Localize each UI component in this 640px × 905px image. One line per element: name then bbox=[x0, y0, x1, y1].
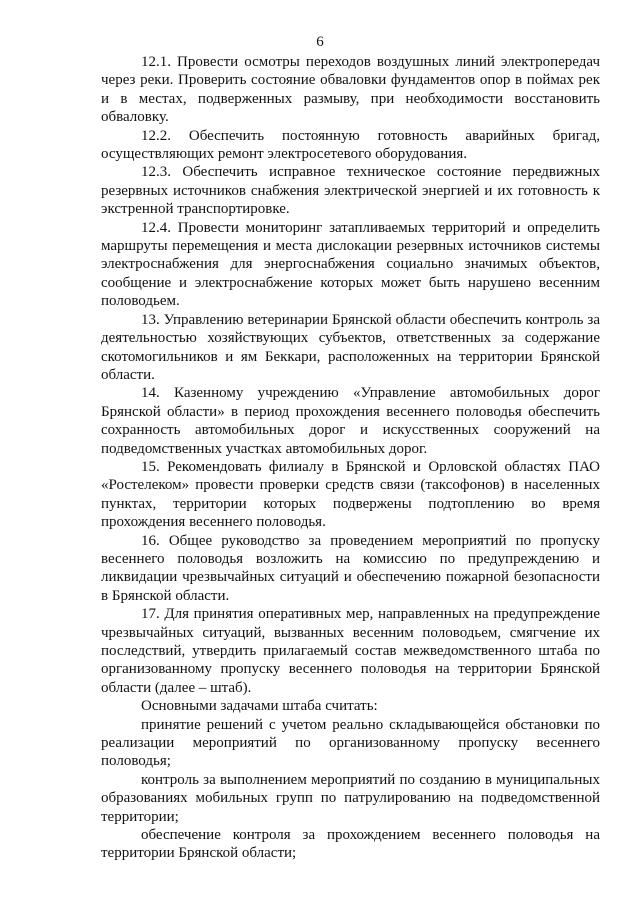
document-body bbox=[101, 53, 600, 863]
paragraph-12-2: 12.2. Обеспечить постоянную готовность аварийных бригад, осуществляющих ремонт электросетевого оборудования. bbox=[101, 127, 600, 163]
paragraph-15: 15. Рекомендовать филиалу в Брянской и Орловской областях ПАО «Ростелеком» провести проверки средств связи (таксофонов) в населенных пунктах, территории которых подвержены подтоплению во время прохождения весеннего половодья. bbox=[101, 458, 600, 531]
task-item-monitoring: обеспечение контроля за прохождением весеннего половодья на территории Брянской области; bbox=[101, 827, 600, 862]
task-item-mobile-groups: контроль за выполнением мероприятий по созданию в муниципальных образованиях мобильных групп по патрулированию на подведомственной территории; bbox=[101, 771, 600, 825]
paragraph-12-4: 12.4. Провести мониторинг затапливаемых территорий и определить маршруты перемещения и места дислокации резервных источников системы электроснабжения для энергоснабжения социально значимых объектов, сообщение и электроснабжение которых может быть нарушено весенним половодьем. bbox=[101, 219, 600, 310]
paragraph-12-3: 12.3. Обеспечить исправное техническое состояние передвижных резервных источников снабжения электрической энергией и их готовность к экстренной транспортировке. bbox=[101, 164, 600, 218]
paragraph-12-1: 12.1. Провести осмотры переходов воздушных линий электропередач через реки. Проверить состояние обваловки фундаментов опор в поймах рек и в местах, подверженных размыву, при необходимости восстановить обваловку. bbox=[101, 54, 600, 126]
paragraph-13: 13. Управлению ветеринарии Брянской области обеспечить контроль за деятельностью хозяйствующих субъектов, ответственных за содержание скотомогильников и ям Беккари, расположенных на территории Брянской области. bbox=[101, 311, 600, 383]
tasks-intro: Основными задачами штаба считать: bbox=[141, 698, 378, 715]
paragraph-17: 17. Для принятия оперативных мер, направленных на предупреждение чрезвычайных ситуаций, вызванных весенним половодьем, смягчение их последствий, утвердить прилагаемый состав межведомственного штаба по организованному пропуску весеннего половодья на территории Брянской области (далее – штаб). bbox=[101, 606, 600, 696]
paragraph-14: 14. Казенному учреждению «Управление автомобильных дорог Брянской области» в период прохождения весеннего половодья обеспечить сохранность автомобильных дорог и искусственных сооружений на подведомственных участках автомобильных дорог. bbox=[101, 385, 600, 457]
page-number: 6 bbox=[316, 34, 324, 50]
paragraph-16: 16. Общее руководство за проведением мероприятий по пропуску весеннего половодья возложить на комиссию по предупреждению и ликвидации чрезвычайных ситуаций и обеспечению пожарной безопасности в Брянской области. bbox=[101, 532, 600, 604]
task-item-decisions: принятие решений с учетом реально складывающейся обстановки по реализации мероприятий по организованному пропуску весеннего половодья; bbox=[101, 716, 600, 770]
